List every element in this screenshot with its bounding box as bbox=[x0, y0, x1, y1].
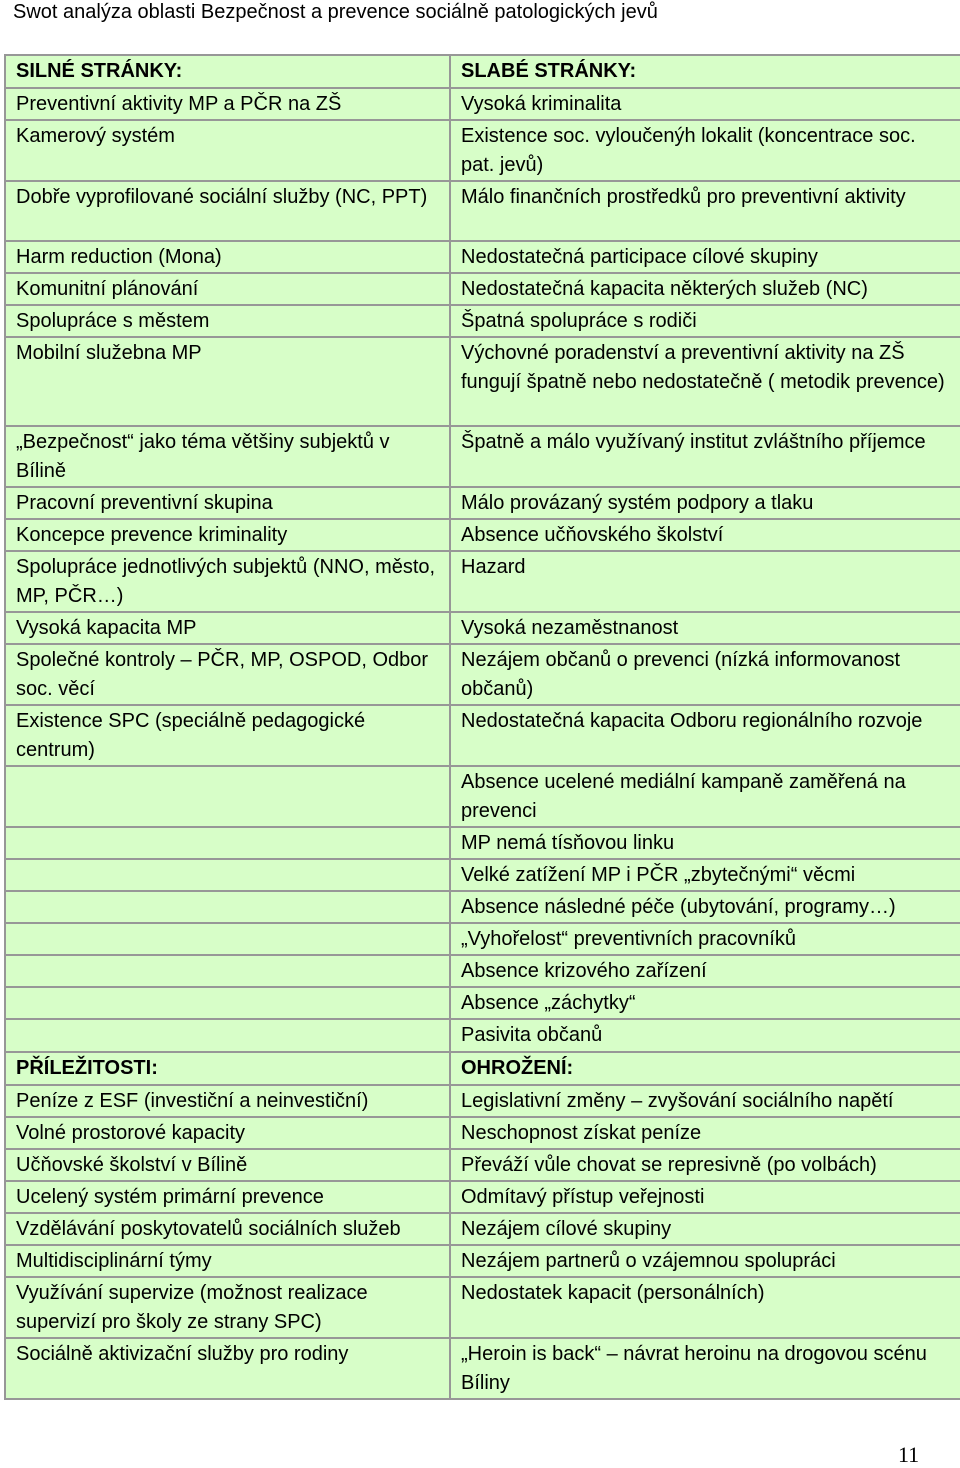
swot-row bbox=[5, 766, 960, 827]
swot-row bbox=[5, 612, 960, 644]
swot-header-row bbox=[5, 55, 960, 88]
swot-row bbox=[5, 859, 960, 891]
swot-item-right: Nedostatečná participace cílové skupiny bbox=[450, 241, 960, 273]
swot-row bbox=[5, 923, 960, 955]
swot-item-right: Pasivita občanů bbox=[450, 1019, 960, 1052]
page-number: 11 bbox=[898, 1442, 920, 1467]
swot-row bbox=[5, 891, 960, 923]
swot-item-left: Koncepce prevence kriminality bbox=[5, 519, 450, 551]
swot-item-right: Absence ucelené mediální kampaně zaměřená na prevenci bbox=[450, 766, 960, 827]
swot-item-right: Výchovné poradenství a preventivní aktivity na ZŠ fungují špatně nebo nedostatečně ( metodik prevence) bbox=[450, 337, 960, 426]
swot-row bbox=[5, 955, 960, 987]
swot-item-left: Spolupráce jednotlivých subjektů (NNO, město, MP, PČR…) bbox=[5, 551, 450, 612]
swot-item-right: Legislativní změny – zvyšování sociálního napětí bbox=[450, 1085, 960, 1117]
swot-item-right: Absence „záchytky“ bbox=[450, 987, 960, 1019]
swot-item-left bbox=[5, 891, 450, 923]
swot-row bbox=[5, 273, 960, 305]
swot-row bbox=[5, 1149, 960, 1181]
swot-item-right: Nezájem partnerů o vzájemnou spolupráci bbox=[450, 1245, 960, 1277]
swot-item-right: Málo finančních prostředků pro preventivní aktivity bbox=[450, 181, 960, 241]
swot-row bbox=[5, 519, 960, 551]
swot-row bbox=[5, 551, 960, 612]
swot-row bbox=[5, 705, 960, 766]
swot-item-left: Kamerový systém bbox=[5, 120, 450, 181]
quadrant-header-right: OHROŽENÍ: bbox=[450, 1052, 960, 1085]
swot-item-right: Neschopnost získat peníze bbox=[450, 1117, 960, 1149]
swot-item-right: Špatně a málo využívaný institut zvláštního příjemce bbox=[450, 426, 960, 487]
swot-row bbox=[5, 987, 960, 1019]
quadrant-header-left: SILNÉ STRÁNKY: bbox=[5, 55, 450, 88]
swot-item-right: Velké zatížení MP i PČR „zbytečnými“ věcmi bbox=[450, 859, 960, 891]
swot-item-right: „Vyhořelost“ preventivních pracovníků bbox=[450, 923, 960, 955]
swot-table bbox=[4, 54, 960, 1400]
swot-item-right: Nedostatečná kapacita Odboru regionálního rozvoje bbox=[450, 705, 960, 766]
swot-item-left: Dobře vyprofilované sociální služby (NC, PPT) bbox=[5, 181, 450, 241]
swot-item-left: Využívání supervize (možnost realizace supervizí pro školy ze strany SPC) bbox=[5, 1277, 450, 1338]
swot-item-right: Vysoká nezaměstnanost bbox=[450, 612, 960, 644]
swot-row bbox=[5, 1019, 960, 1052]
swot-item-left bbox=[5, 859, 450, 891]
swot-item-left: Pracovní preventivní skupina bbox=[5, 487, 450, 519]
swot-item-right: Odmítavý přístup veřejnosti bbox=[450, 1181, 960, 1213]
swot-item-right: Absence učňovského školství bbox=[450, 519, 960, 551]
swot-item-left: Sociálně aktivizační služby pro rodiny bbox=[5, 1338, 450, 1399]
swot-row bbox=[5, 1213, 960, 1245]
swot-item-left: Harm reduction (Mona) bbox=[5, 241, 450, 273]
swot-row bbox=[5, 1338, 960, 1399]
swot-item-right: Špatná spolupráce s rodiči bbox=[450, 305, 960, 337]
swot-item-right: Převáží vůle chovat se represivně (po volbách) bbox=[450, 1149, 960, 1181]
swot-item-right: Vysoká kriminalita bbox=[450, 88, 960, 120]
swot-row bbox=[5, 1277, 960, 1338]
swot-item-right: Existence soc. vyloučenýh lokalit (koncentrace soc. pat. jevů) bbox=[450, 120, 960, 181]
swot-item-left: Preventivní aktivity MP a PČR na ZŠ bbox=[5, 88, 450, 120]
swot-item-left: Spolupráce s městem bbox=[5, 305, 450, 337]
swot-row bbox=[5, 181, 960, 241]
swot-item-left: Společné kontroly – PČR, MP, OSPOD, Odbor soc. věcí bbox=[5, 644, 450, 705]
swot-item-left bbox=[5, 987, 450, 1019]
swot-item-left: Komunitní plánování bbox=[5, 273, 450, 305]
swot-item-right: Nedostatek kapacit (personálních) bbox=[450, 1277, 960, 1338]
swot-header-row bbox=[5, 1052, 960, 1085]
swot-row bbox=[5, 1181, 960, 1213]
quadrant-header-left: PŘÍLEŽITOSTI: bbox=[5, 1052, 450, 1085]
swot-item-left: Učňovské školství v Bílině bbox=[5, 1149, 450, 1181]
swot-row bbox=[5, 487, 960, 519]
swot-item-left: Multidisciplinární týmy bbox=[5, 1245, 450, 1277]
swot-row bbox=[5, 1117, 960, 1149]
swot-row bbox=[5, 88, 960, 120]
swot-row bbox=[5, 241, 960, 273]
swot-row bbox=[5, 305, 960, 337]
swot-item-right: Nezájem občanů o prevenci (nízká informovanost občanů) bbox=[450, 644, 960, 705]
swot-item-left: Ucelený systém primární prevence bbox=[5, 1181, 450, 1213]
swot-item-right: „Heroin is back“ – návrat heroinu na drogovou scénu Bíliny bbox=[450, 1338, 960, 1399]
swot-row bbox=[5, 1085, 960, 1117]
swot-row bbox=[5, 120, 960, 181]
document-title: Swot analýza oblasti Bezpečnost a prevence sociálně patologických jevů bbox=[13, 1, 658, 23]
swot-item-right: Málo provázaný systém podpory a tlaku bbox=[450, 487, 960, 519]
swot-item-right: Nezájem cílové skupiny bbox=[450, 1213, 960, 1245]
swot-row bbox=[5, 426, 960, 487]
swot-row bbox=[5, 337, 960, 426]
swot-item-right: Hazard bbox=[450, 551, 960, 612]
swot-row bbox=[5, 644, 960, 705]
swot-item-left bbox=[5, 923, 450, 955]
swot-row bbox=[5, 827, 960, 859]
quadrant-header-right: SLABÉ STRÁNKY: bbox=[450, 55, 960, 88]
swot-item-left: Volné prostorové kapacity bbox=[5, 1117, 450, 1149]
swot-table-body bbox=[5, 55, 960, 1399]
swot-item-right: Nedostatečná kapacita některých služeb (NC) bbox=[450, 273, 960, 305]
swot-item-left: „Bezpečnost“ jako téma většiny subjektů v Bílině bbox=[5, 426, 450, 487]
swot-item-left: Vysoká kapacita MP bbox=[5, 612, 450, 644]
swot-item-left: Vzdělávání poskytovatelů sociálních služeb bbox=[5, 1213, 450, 1245]
swot-item-left: Existence SPC (speciálně pedagogické centrum) bbox=[5, 705, 450, 766]
swot-item-left bbox=[5, 827, 450, 859]
swot-item-right: MP nemá tísňovou linku bbox=[450, 827, 960, 859]
swot-item-left: Mobilní služebna MP bbox=[5, 337, 450, 426]
swot-item-left bbox=[5, 1019, 450, 1052]
swot-item-right: Absence krizového zařízení bbox=[450, 955, 960, 987]
swot-row bbox=[5, 1245, 960, 1277]
swot-item-left: Peníze z ESF (investiční a neinvestiční) bbox=[5, 1085, 450, 1117]
swot-item-left bbox=[5, 766, 450, 827]
swot-item-left bbox=[5, 955, 450, 987]
swot-item-right: Absence následné péče (ubytování, programy…) bbox=[450, 891, 960, 923]
